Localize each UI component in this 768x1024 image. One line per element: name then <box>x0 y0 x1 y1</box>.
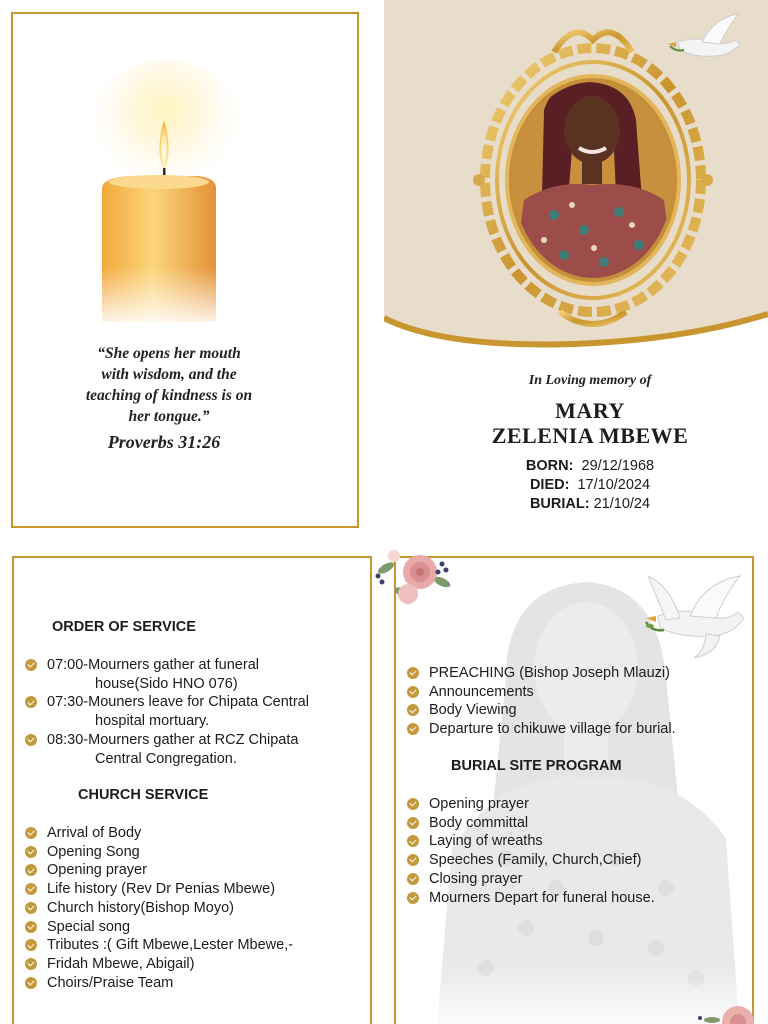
check-circle-icon <box>25 902 37 914</box>
list-item: Arrival of Body <box>24 824 369 843</box>
born-value: 29/12/1968 <box>581 458 655 474</box>
schedule-list <box>24 656 369 768</box>
check-circle-icon <box>25 846 37 858</box>
in-loving-memory-label: In Loving memory of <box>528 373 652 388</box>
quote-line: “She opens her mouth <box>97 345 241 362</box>
check-circle-icon <box>25 921 37 933</box>
list-item: Closing prayer <box>406 870 751 889</box>
dove-icon <box>640 572 748 662</box>
check-circle-icon <box>25 827 37 839</box>
list-item: 07:00-Mourners gather at funeral house(Sido HNO 076) <box>24 656 369 693</box>
quote-line: her tongue.” <box>128 408 210 425</box>
rose-bouquet-icon <box>690 1000 768 1024</box>
check-circle-icon <box>25 864 37 876</box>
list-item: Fridah Mbewe, Abigail) <box>24 955 369 974</box>
check-circle-icon <box>407 686 419 698</box>
church-service-heading: CHURCH SERVICE <box>78 787 209 803</box>
check-circle-icon <box>407 723 419 735</box>
church-service-continued-list <box>406 664 751 739</box>
church-service-list <box>24 824 369 992</box>
died-date <box>440 477 740 493</box>
list-item: Opening prayer <box>24 861 369 880</box>
list-item: Mourners Depart for funeral house. <box>406 889 751 908</box>
born-label: BORN <box>525 458 569 474</box>
check-circle-icon <box>407 873 419 885</box>
check-circle-icon <box>25 977 37 989</box>
check-circle-icon <box>407 704 419 716</box>
check-circle-icon <box>25 939 37 951</box>
list-item: Church history(Bishop Moyo) <box>24 899 369 918</box>
born-date: BORN: 29/12/1968 <box>525 458 655 474</box>
list-item: Speeches (Family, Church,Chief) <box>406 851 751 870</box>
candle-icon <box>60 60 270 330</box>
died-value: 17/10/2024 <box>577 477 651 493</box>
list-item: Laying of wreaths <box>406 832 751 851</box>
rose-bouquet-icon <box>372 542 458 608</box>
deceased-first-name: MARY <box>555 398 625 423</box>
check-circle-icon <box>25 958 37 970</box>
quote-line: with wisdom, and the <box>101 366 237 383</box>
list-item: Special song <box>24 918 369 937</box>
check-circle-icon <box>25 734 37 746</box>
check-circle-icon <box>407 854 419 866</box>
check-circle-icon <box>407 798 419 810</box>
burial-value: 21/10/24 <box>593 496 651 512</box>
list-item: Choirs/Praise Team <box>24 974 369 993</box>
deceased-last-name: ZELENIA MBEWE <box>491 423 689 448</box>
check-circle-icon <box>407 835 419 847</box>
died-label: DIED: <box>529 477 570 493</box>
burial-site-list <box>406 795 751 907</box>
bible-quote <box>62 343 276 427</box>
check-circle-icon <box>407 817 419 829</box>
list-item: Opening prayer <box>406 795 751 814</box>
order-of-service-heading: ORDER OF SERVICE <box>52 619 196 635</box>
list-item: PREACHING (Bishop Joseph Mlauzi) <box>406 664 751 683</box>
check-circle-icon <box>25 696 37 708</box>
check-circle-icon <box>407 892 419 904</box>
check-circle-icon <box>407 667 419 679</box>
check-circle-icon <box>25 883 37 895</box>
burial-site-program-heading: BURIAL SITE PROGRAM <box>451 758 622 774</box>
check-circle-icon <box>25 659 37 671</box>
list-item: 07:30-Mouners leave for Chipata Central hospital mortuary. <box>24 693 369 730</box>
list-item: Departure to chikuwe village for burial. <box>406 720 751 739</box>
list-item: Tributes :( Gift Mbewe,Lester Mbewe,- <box>24 936 369 955</box>
list-item: Announcements <box>406 683 751 702</box>
list-item: Life history (Rev Dr Penias Mbewe) <box>24 880 369 899</box>
portrait-section <box>384 0 768 352</box>
list-item: 08:30-Mourners gather at RCZ Chipata Central Congregation. <box>24 731 369 768</box>
list-item: Opening Song <box>24 843 369 862</box>
list-item: Body committal <box>406 814 751 833</box>
burial-label: BURIAL: <box>529 496 590 512</box>
quote-line: teaching of kindness is on <box>85 387 253 404</box>
list-item: Body Viewing <box>406 701 751 720</box>
verse-reference: Proverbs 31:26 <box>107 432 221 452</box>
burial-date <box>440 496 740 512</box>
